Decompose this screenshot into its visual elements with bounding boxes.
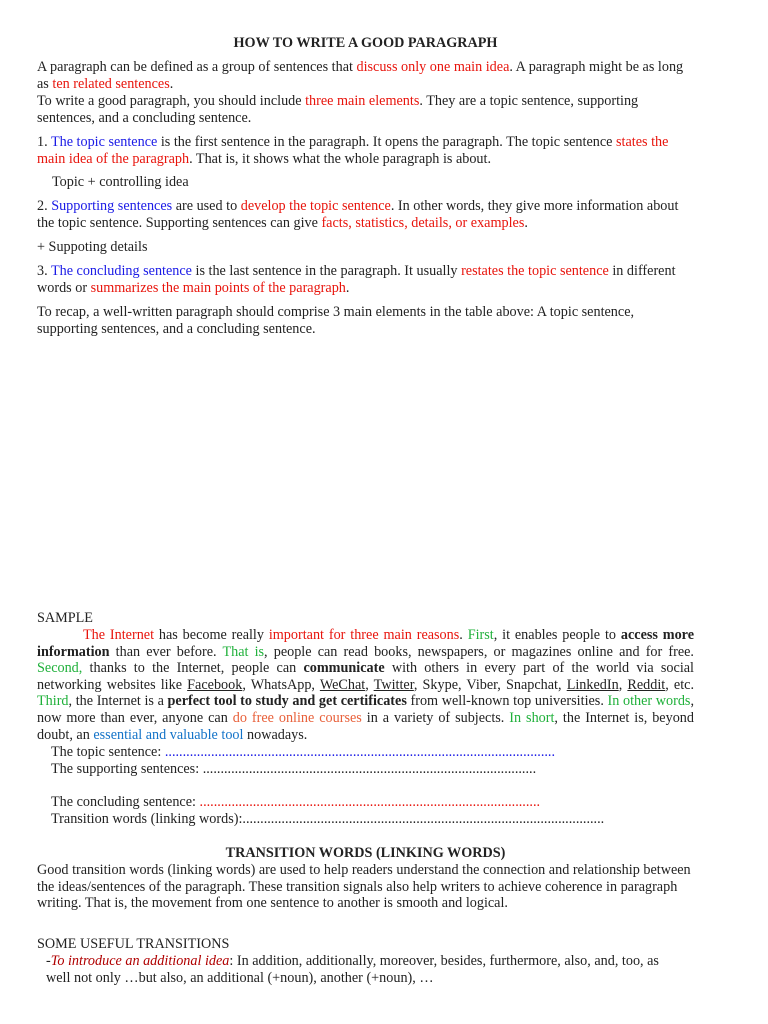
additional-idea-words: : In addition, additionally, moreover, besides, furthermore, also, and, too, as well not only …but also, an additional (+noun), another (+noun), … <box>46 953 659 986</box>
additional-idea-list <box>46 953 686 986</box>
highlight-essential-tool: essential and valuable tool <box>93 726 244 743</box>
item-text: . <box>345 279 350 296</box>
intro-text: . They are a topic sentence, supporting sentences, and a concluding sentence. <box>37 93 639 126</box>
transition-third: Third <box>37 693 69 710</box>
sample-text: , WhatsApp, <box>242 676 320 693</box>
point-access-information: access more information <box>37 627 695 660</box>
intro-text: . <box>169 75 174 92</box>
item-text: . In other words, they give more information about the topic sentence. Supporting sentences can give <box>37 198 679 231</box>
link-linkedin[interactable]: LinkedIn <box>566 676 619 693</box>
item-text: is the last sentence in the paragraph. It usually <box>191 263 462 279</box>
sample-text: , people can read books, newspapers, or magazines online and for free. <box>264 643 694 660</box>
blank-label: The concluding sentence: <box>51 794 200 810</box>
blank-label: The supporting sentences: <box>51 761 203 777</box>
transition-second: Second, <box>37 660 83 677</box>
sample-text: than ever before. <box>109 643 223 660</box>
sample-text: , Skype, Viber, Snapchat, <box>413 676 567 693</box>
sample-text: in a variety of subjects. <box>361 709 510 726</box>
sample-topic-subject: The Internet <box>83 627 155 643</box>
topic-sentence-blank <box>51 744 651 761</box>
supporting-sentences-item <box>37 198 694 231</box>
item-text: in different words or <box>37 263 676 296</box>
topic-sentence-item <box>37 134 694 167</box>
item-text: . That is, it shows what the whole paragraph is about. <box>189 150 492 167</box>
answer-line-supporting[interactable]: .............................................................................................. <box>202 761 537 777</box>
highlight-develop-topic: develop the topic sentence <box>240 198 391 214</box>
topic-formula: Topic + controlling idea <box>52 174 189 190</box>
item-number: 2. <box>37 198 52 214</box>
highlight-free-courses: do free online courses <box>232 709 362 726</box>
highlight-summarizes: summarizes the main points of the paragraph <box>90 279 346 296</box>
transition-in-short: In short <box>509 709 555 726</box>
point-perfect-tool: perfect tool to study and get certificates <box>167 693 407 710</box>
link-facebook[interactable]: Facebook <box>187 676 243 693</box>
item-number: 3. <box>37 263 51 279</box>
additional-idea-label: To introduce an additional idea <box>50 953 230 969</box>
recap-paragraph: To recap, a well-written paragraph should comprise 3 main elements in the table above: A topic sentence, supporting sentences, and a concluding sentence. <box>37 304 635 337</box>
highlight-three-elements: three main elements <box>305 93 420 109</box>
point-communicate: communicate <box>303 660 385 677</box>
intro-paragraph-2 <box>37 93 694 126</box>
intro-text: . A paragraph might be as long as <box>37 59 684 92</box>
sample-text: , etc. <box>665 676 694 693</box>
highlight-main-idea: discuss only one main idea <box>356 59 510 75</box>
intro-paragraph-1 <box>37 59 694 92</box>
link-wechat[interactable]: WeChat <box>319 676 366 693</box>
sample-text: , now more than ever, anyone can <box>37 693 694 726</box>
sample-text: nowadays. <box>243 726 308 743</box>
answer-line-concluding[interactable]: ................................................................................................ <box>199 794 541 810</box>
supporting-formula: + Suppoting details <box>37 239 148 255</box>
concluding-sentence-item <box>37 263 694 296</box>
sample-heading: SAMPLE <box>37 610 93 626</box>
sample-text: with others in every part of the world via social networking websites like <box>37 660 695 693</box>
intro-text: A paragraph can be defined as a group of sentences that <box>37 59 357 75</box>
sample-text: . <box>459 627 468 643</box>
supporting-sentences-blank <box>51 761 651 778</box>
highlight-ten-sentences: ten related sentences <box>52 75 170 92</box>
transition-that-is: That is <box>222 643 265 660</box>
item-number: 1. <box>37 134 51 150</box>
sample-text: has become really <box>154 627 269 643</box>
sample-paragraph <box>37 627 694 743</box>
link-reddit[interactable]: Reddit <box>627 676 666 693</box>
list-dash: - <box>46 953 51 969</box>
transition-first: First <box>467 627 494 643</box>
useful-transitions-heading: SOME USEFUL TRANSITIONS <box>37 936 230 952</box>
item-text: is the first sentence in the paragraph. It opens the paragraph. The topic sentence <box>157 134 616 150</box>
sample-text: , the Internet is, beyond doubt, an <box>37 709 694 743</box>
term-supporting-sentences: Supporting sentences <box>51 198 173 214</box>
sample-text: thanks to the Internet, people can <box>82 660 304 677</box>
term-topic-sentence: The topic sentence <box>50 134 158 150</box>
answer-line-transition[interactable]: ...................................................................................................... <box>242 811 605 827</box>
highlight-states-main-idea: states the main idea of the paragraph <box>37 134 669 167</box>
item-text: are used to <box>172 198 241 214</box>
item-text: . <box>524 214 528 231</box>
transition-words-blank <box>51 811 655 828</box>
sample-text: , it enables people to <box>493 627 621 643</box>
sample-controlling-idea: important for three main reasons <box>268 627 460 643</box>
concluding-sentence-blank <box>51 794 651 811</box>
blank-label: The topic sentence: <box>51 744 165 760</box>
highlight-restates-topic: restates the topic sentence <box>461 263 609 279</box>
blank-label: Transition words (linking words): <box>51 811 243 827</box>
link-twitter[interactable]: Twitter <box>373 676 414 693</box>
term-concluding-sentence: The concluding sentence <box>50 263 192 279</box>
highlight-facts: facts, statistics, details, or examples <box>321 214 525 231</box>
transition-in-other-words: In other words <box>607 693 691 710</box>
transition-words-body: Good transition words (linking words) are used to help readers understand the connection and relationship between the ideas/sentences of the paragraph. These transition signals also help writers to achieve coherence in paragraph writing. That is, the movement from one sentence to another is smooth and logical. <box>37 862 691 912</box>
intro-text: To write a good paragraph, you should include <box>37 93 306 109</box>
page-title: HOW TO WRITE A GOOD PARAGRAPH <box>233 35 498 51</box>
answer-line-topic[interactable]: .............................................................................................................. <box>164 744 556 760</box>
sample-text: , the Internet is a <box>68 693 168 710</box>
sample-text: , <box>365 676 374 693</box>
sample-text: , <box>618 676 628 693</box>
transition-words-heading: TRANSITION WORDS (LINKING WORDS) <box>225 845 506 861</box>
sample-text: from well-known top universities. <box>406 693 608 710</box>
